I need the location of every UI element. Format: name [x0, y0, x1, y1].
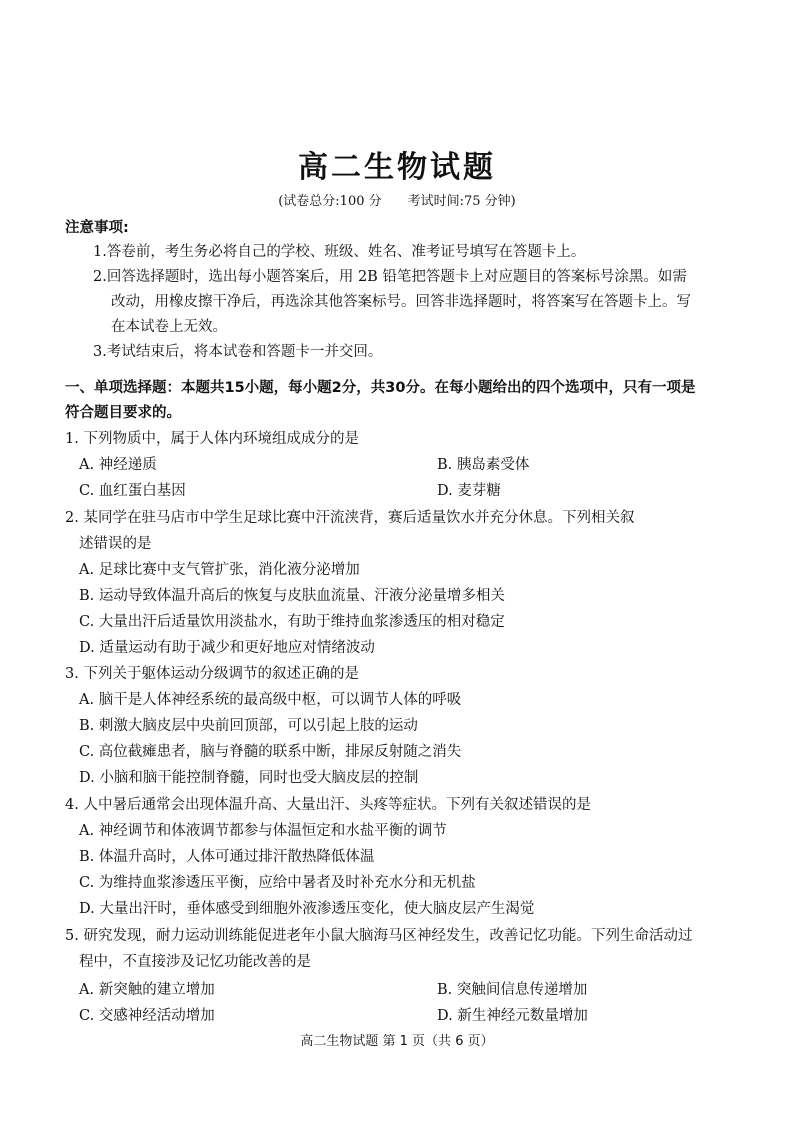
exam-time: 考试时间:75 分钟)	[407, 194, 516, 209]
question-1-stem: 1. 下列物质中，属于人体内环境组成成分的是	[65, 431, 359, 447]
question-2-stem-line-2: 述错误的是	[79, 536, 152, 552]
question-3-stem: 3. 下列关于躯体运动分级调节的叙述正确的是	[65, 666, 359, 682]
question-3-option-d: D. 小脑和脑干能控制脊髓，同时也受大脑皮层的控制	[79, 770, 419, 786]
question-2-option-c: C. 大量出汗后适量饮用淡盐水，有助于维持血浆渗透压的相对稳定	[79, 614, 505, 630]
note-item-2-line-2: 改动，用橡皮擦干净后，再选涂其他答案标号。回答非选择题时，将答案写在答题卡上。写	[111, 294, 691, 310]
note-item-2-line-3: 在本试卷上无效。	[111, 319, 227, 335]
question-2-option-d: D. 适量运动有助于减少和更好地应对情绪波动	[79, 640, 375, 656]
section-heading-line-2: 符合题目要求的。	[65, 405, 181, 421]
question-5-option-a: A. 新突触的建立增加	[79, 982, 215, 998]
total-score: (试卷总分:100 分	[278, 194, 382, 209]
question-5-option-b: B. 突触间信息传递增加	[437, 982, 588, 998]
question-1-option-d: D. 麦芽糖	[437, 483, 501, 499]
section-heading-line-1: 一、单项选择题：本题共15小题，每小题2分，共30分。在每小题给出的四个选项中，只有一项是	[65, 380, 696, 396]
question-4-stem: 4. 人中暑后通常会出现体温升高、大量出汗、头疼等症状。下列有关叙述错误的是	[65, 797, 591, 813]
question-4-option-c: C. 为维持血浆渗透压平衡，应给中暑者及时补充水分和无机盐	[79, 875, 476, 891]
question-2-stem-line-1: 2. 某同学在驻马店市中学生足球比赛中汗流浃背，赛后适量饮水并充分休息。下列相关叙	[65, 510, 635, 526]
question-3-option-b: B. 刺激大脑皮层中央前回顶部，可以引起上肢的运动	[79, 718, 418, 734]
question-4-option-a: A. 神经调节和体液调节都参与体温恒定和水盐平衡的调节	[79, 823, 447, 839]
question-5-option-c: C. 交感神经活动增加	[79, 1008, 215, 1024]
note-item-3: 3.考试结束后，将本试卷和答题卡一并交回。	[93, 344, 383, 360]
question-5-stem-line-2: 程中，不直接涉及记忆功能改善的是	[79, 954, 311, 970]
question-4-option-d: D. 大量出汗时，垂体感受到细胞外液渗透压变化，使大脑皮层产生渴觉	[79, 901, 535, 917]
note-item-2-line-1: 2.回答选择题时，选出每小题答案后，用 2B 铅笔把答题卡上对应题目的答案标号涂黑。如需	[93, 269, 687, 285]
question-4-option-b: B. 体温升高时，人体可通过排汗散热降低体温	[79, 849, 375, 865]
question-2-option-a: A. 足球比赛中支气管扩张，消化液分泌增加	[79, 562, 360, 578]
question-5-stem-line-1: 5. 研究发现，耐力运动训练能促进老年小鼠大脑海马区神经发生，改善记忆功能。下列生命活动过	[65, 928, 693, 944]
question-1-option-b: B. 胰岛素受体	[437, 457, 530, 473]
page-footer: 高二生物试题 第 1 页（共 6 页）	[300, 1034, 494, 1049]
question-3-option-a: A. 脑干是人体神经系统的最高级中枢，可以调节人体的呼吸	[79, 692, 462, 708]
notes-heading: 注意事项:	[65, 220, 129, 236]
question-1-option-a: A. 神经递质	[79, 457, 157, 473]
question-1-option-c: C. 血红蛋白基因	[79, 483, 186, 499]
question-2-option-b: B. 运动导致体温升高后的恢复与皮肤血流量、汗液分泌量增多相关	[79, 588, 505, 604]
page-title: 高二生物试题	[298, 150, 496, 185]
exam-info	[0, 190, 794, 209]
question-3-option-c: C. 高位截瘫患者，脑与脊髓的联系中断，排尿反射随之消失	[79, 744, 462, 760]
note-item-1: 1.答卷前，考生务必将自己的学校、班级、姓名、准考证号填写在答题卡上。	[93, 244, 586, 260]
question-5-option-d: D. 新生神经元数量增加	[437, 1008, 588, 1024]
